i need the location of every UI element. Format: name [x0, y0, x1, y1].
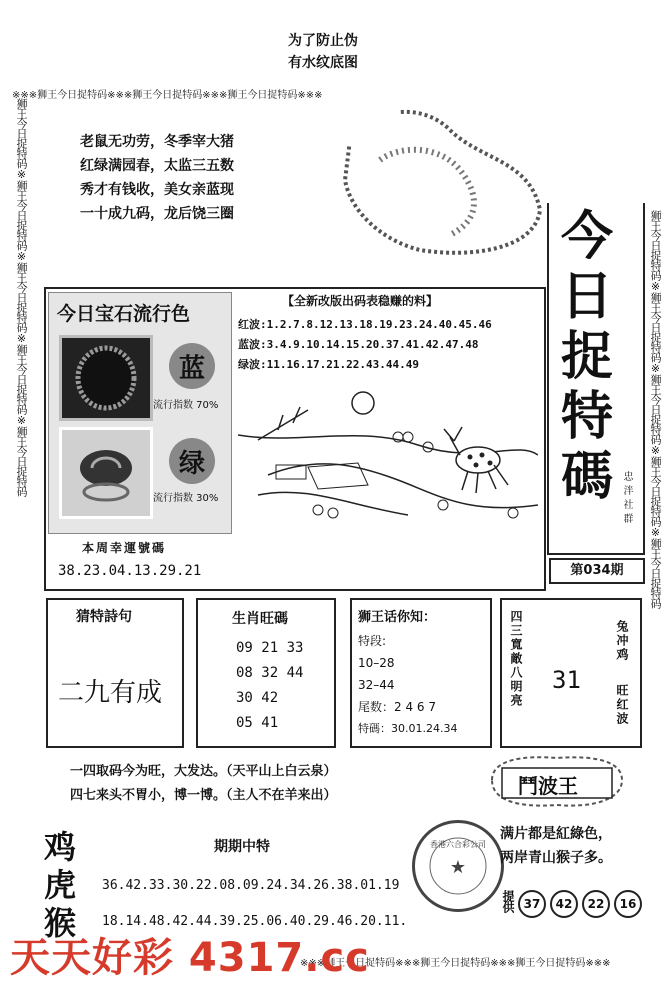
mid-poem-line: 一四取码今为旺，大发达。（天平山上白云泉）: [70, 764, 337, 779]
right-col-a: 兔冲鸡: [615, 620, 629, 662]
gem-photo-2: [59, 427, 153, 519]
color-badge-blue: [169, 343, 215, 389]
guess-box: [46, 598, 184, 748]
lion-illustration: [330, 100, 545, 260]
gem-title: 今日宝石流行色: [57, 303, 191, 325]
right-number: 31: [552, 666, 581, 694]
ball: [550, 890, 578, 918]
top-border-strip: ※※※狮王今日捉特码※※※狮王今日捉特码※※※狮王今日捉特码※※※: [12, 90, 323, 101]
title-box: [547, 203, 645, 555]
landscape-illustration: [238, 385, 538, 530]
right-col-b: 旺红波: [615, 684, 629, 726]
left-vertical-strip: 狮王今日捉特码※狮王今日捉特码※狮王今日捉特码※狮王今日捉特码※狮王今日捉特码: [15, 98, 28, 496]
bottom-title: 期期中特: [214, 839, 270, 855]
animal-char: 虎: [44, 866, 77, 904]
lion-line: 10–28: [358, 656, 395, 670]
color-badge-green: [169, 438, 215, 484]
notice-line-1: 为了防止伪: [288, 33, 358, 49]
gem-photo-1: [59, 335, 153, 421]
ball-number: 42: [555, 897, 573, 911]
zodiac-box: [196, 598, 336, 748]
issue-number: 第034期: [549, 558, 645, 584]
waves-title: 【全新改版出码表稳赚的料】: [282, 294, 439, 308]
ball-row: [518, 890, 642, 918]
top-poem-line: 红绿满园春，太监三五数: [80, 158, 234, 174]
ball-number: 22: [587, 897, 605, 911]
lion-title: 狮王话你知：: [358, 610, 437, 625]
round-seal: [412, 820, 504, 912]
lion-line: 32–44: [358, 678, 395, 692]
animal-char: 鸡: [44, 828, 77, 866]
top-poem-line: 一十成九码，龙后饶三圈: [80, 206, 234, 222]
ball: [614, 890, 642, 918]
zodiac-line: 09 21 33: [236, 640, 304, 656]
lion-line: 特碼：30.01.24.34: [358, 722, 458, 735]
top-notice: [288, 30, 378, 74]
right-info-box: [500, 598, 642, 748]
title-char: 今: [561, 207, 614, 267]
gem-box: [48, 292, 232, 534]
title-char: 碼: [561, 447, 614, 507]
animal-char: 猴: [44, 904, 77, 942]
title-small-vertical: 忠泮社群: [621, 471, 632, 527]
color-green-label: 绿: [178, 448, 205, 479]
zodiac-title: 生肖旺碼: [232, 611, 288, 627]
lion-line: 尾数：2 4 6 7: [358, 700, 436, 714]
right-poem-line: 两岸青山猴子多。: [500, 850, 612, 866]
watermark: 天天好彩 4317.cc: [10, 935, 370, 981]
lion-line: 特段:: [358, 634, 387, 648]
guess-title: 猜特詩句: [76, 609, 132, 625]
lucky-numbers: 38.23.04.13.29.21: [58, 563, 202, 579]
right-poem: [500, 822, 612, 870]
top-poem-line: 老鼠无功劳，冬季宰大猪: [80, 134, 234, 150]
color-blue-label: 蓝: [178, 353, 205, 384]
bottom-border-strip: ※※※狮王今日捉特码※※※狮王今日捉特码※※※狮王今日捉特码※※※: [300, 958, 611, 969]
bottom-row-1: 36.42.33.30.22.08.09.24.34.26.38.01.19: [102, 878, 400, 893]
stamp-banner: [482, 750, 632, 812]
wave-red: 红波:1.2.7.8.12.13.18.19.23.24.40.45.46: [238, 318, 492, 331]
wave-green: 绿波:11.16.17.21.22.43.44.49: [238, 358, 419, 371]
index-blue: 流行指数 70%: [153, 400, 219, 411]
mid-poem: [70, 760, 337, 808]
top-poem: [80, 130, 234, 226]
wave-blue: 蓝波:3.4.9.10.14.15.20.37.41.42.47.48: [238, 338, 479, 351]
right-vertical-strip: 狮王今日捉特码※狮王今日捉特码※狮王今日捉特码※狮王今日捉特码※狮王今日捉特码: [649, 210, 662, 608]
provide-label: 提供: [501, 890, 515, 912]
svg-text:★: ★: [449, 857, 467, 878]
ball: [518, 890, 546, 918]
ball-number: 16: [619, 897, 637, 911]
title-char: 特: [561, 387, 614, 447]
index-green: 流行指数 30%: [153, 493, 219, 504]
lion-lines: [358, 630, 457, 740]
ball-number: 37: [523, 897, 541, 911]
notice-line-2: 有水纹底图: [288, 55, 358, 71]
mid-poem-line: 四七来头不胃小，博一博。（主人不在羊来出）: [70, 788, 337, 803]
ball: [582, 890, 610, 918]
seal-ring-text: 香港六合彩公司: [430, 840, 486, 849]
guess-text: 二九有成: [58, 678, 163, 708]
right-poem-line: 满片都是紅綠色，: [500, 826, 612, 842]
title-char: 捉: [561, 327, 614, 387]
lucky-title: 本周幸運號碼: [82, 541, 167, 555]
zodiac-lines: [236, 636, 303, 736]
zodiac-line: 30 42: [236, 690, 279, 706]
top-poem-line: 秀才有钱收，美女亲蓝现: [80, 182, 234, 198]
zodiac-line: 05 41: [236, 715, 279, 731]
stamp-banner-text: 鬥波王: [518, 774, 578, 798]
bottom-animals: [44, 828, 76, 942]
zodiac-line: 08 32 44: [236, 665, 304, 681]
title-char: 日: [561, 267, 614, 327]
bottom-row-2: 18.14.48.42.44.39.25.06.40.29.46.20.11.: [102, 914, 408, 929]
right-col-left: 四三寬敵八明亮: [509, 610, 523, 708]
lion-box: [350, 598, 492, 748]
